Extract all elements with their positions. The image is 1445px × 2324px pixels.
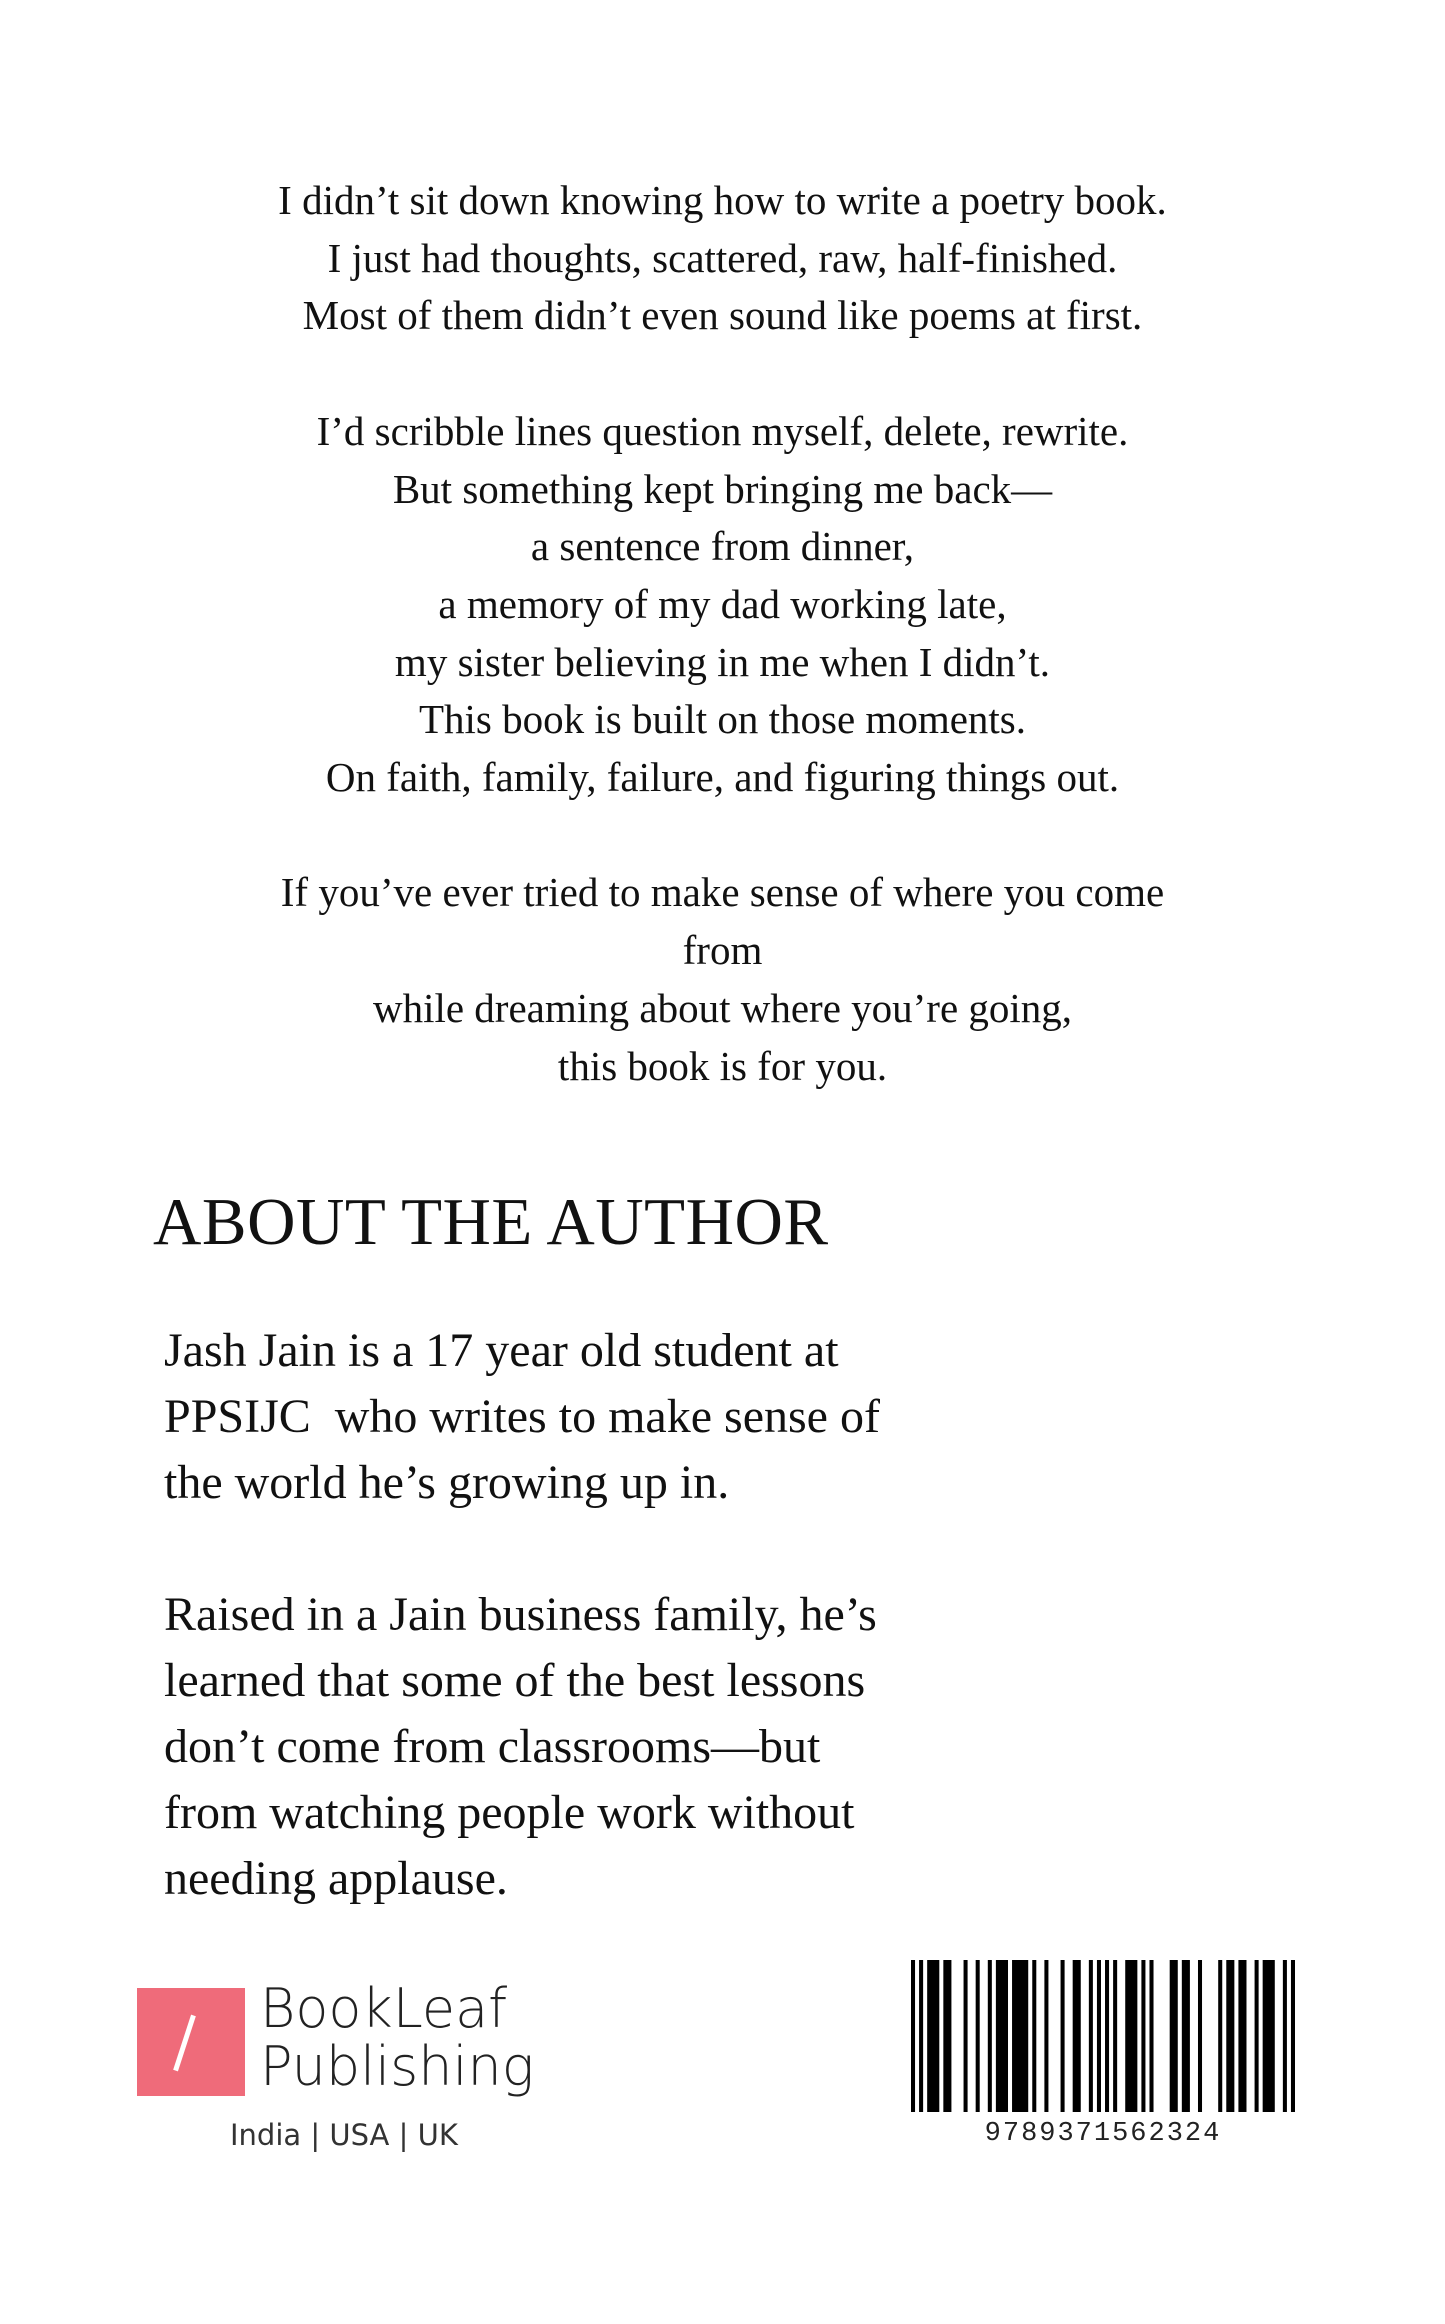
blurb-stanza-3	[0, 864, 1445, 1095]
barcode-bar	[1012, 1960, 1028, 2112]
blurb-line: I didn’t sit down knowing how to write a poetry book.	[278, 177, 1167, 223]
back-cover-blurb	[0, 172, 1445, 1095]
barcode-bar	[1105, 1960, 1109, 2112]
bio-line: learned that some of the best lessons	[164, 1654, 866, 1707]
barcode-bar	[911, 1960, 915, 2112]
barcode-bar	[1032, 1960, 1036, 2112]
barcode-bar	[1182, 1960, 1190, 2112]
barcode-bar	[1113, 1960, 1117, 2112]
barcode-bars	[911, 1960, 1295, 2112]
barcode-bar	[1125, 1960, 1137, 2112]
publisher-name-line-1: BookLeaf	[260, 1977, 508, 2040]
barcode-bar	[943, 1960, 951, 2112]
blurb-line: a memory of my dad working late,	[438, 580, 1007, 627]
barcode-bar	[1218, 1960, 1222, 2112]
blurb-line: my sister believing in me when I didn’t.	[394, 638, 1051, 685]
bio-line: PPSIJC who writes to make sense of	[164, 1390, 880, 1443]
barcode-bar	[1141, 1960, 1145, 2112]
bio-line: from watching people work without	[164, 1786, 855, 1839]
barcode-bar	[919, 1960, 923, 2112]
blurb-line: Most of them didn’t even sound like poems at first.	[302, 292, 1143, 339]
barcode-bar	[976, 1960, 980, 2112]
blurb-line: from	[682, 927, 763, 974]
barcode-bar	[1170, 1960, 1178, 2112]
bio-line: Jash Jain is a 17 year old student at	[164, 1324, 839, 1377]
blurb-line: this book is for you.	[557, 1042, 888, 1089]
blurb-line: But something kept bringing me back—	[392, 465, 1053, 512]
barcode-bar	[1149, 1960, 1153, 2112]
publisher-name-line-2: Publishing	[260, 2035, 535, 2098]
bio-line: the world he’s growing up in.	[164, 1456, 730, 1509]
blurb-stanza-1	[0, 172, 1445, 345]
bio-line: needing applause.	[164, 1852, 508, 1905]
barcode-bar	[1044, 1960, 1048, 2112]
logo-square	[137, 1988, 245, 2096]
barcode-bar	[1089, 1960, 1093, 2112]
slash-icon	[173, 2015, 196, 2072]
bio-line: Raised in a Jain business family, he’s	[164, 1588, 877, 1641]
blurb-line: I just had thoughts, scattered, raw, half-finished.	[327, 234, 1118, 281]
barcode-bar	[1283, 1960, 1287, 2112]
isbn-number: 9789371562324	[984, 2119, 1222, 2149]
bio-paragraph-2	[164, 1582, 984, 1912]
barcode-bar	[1061, 1960, 1065, 2112]
barcode-bar	[1263, 1960, 1275, 2112]
barcode-bar	[1238, 1960, 1246, 2112]
publisher-regions: India | USA | UK	[230, 2118, 458, 2152]
bio-paragraph-1	[164, 1318, 984, 1516]
blurb-line: This book is built on those moments.	[418, 696, 1027, 743]
blurb-line: a sentence from dinner,	[530, 523, 915, 570]
bio-line: don’t come from classrooms—but	[164, 1720, 821, 1773]
barcode-bar	[1255, 1960, 1259, 2112]
blurb-line: If you’ve ever tried to make sense of where you come	[280, 869, 1165, 916]
isbn-barcode	[911, 1960, 1295, 2160]
blurb-line: I’d scribble lines question myself, delete, rewrite.	[316, 407, 1129, 454]
barcode-bar	[1097, 1960, 1101, 2112]
barcode-bar	[1198, 1960, 1202, 2112]
barcode-bar	[964, 1960, 968, 2112]
barcode-bar	[927, 1960, 939, 2112]
publisher-name	[260, 1977, 535, 2098]
about-author-heading: ABOUT THE AUTHOR	[153, 1185, 829, 1259]
barcode-bar	[1291, 1960, 1295, 2112]
author-bio	[164, 1318, 984, 1912]
barcode-bar	[1226, 1960, 1234, 2112]
publisher-logo	[137, 1977, 557, 2158]
barcode-bar	[988, 1960, 992, 2112]
barcode-bar	[1073, 1960, 1081, 2112]
blurb-stanza-2	[0, 403, 1445, 807]
blurb-line: On faith, family, failure, and figuring things out.	[325, 754, 1120, 801]
barcode-bar	[996, 1960, 1008, 2112]
blurb-line: while dreaming about where you’re going,	[372, 984, 1073, 1031]
